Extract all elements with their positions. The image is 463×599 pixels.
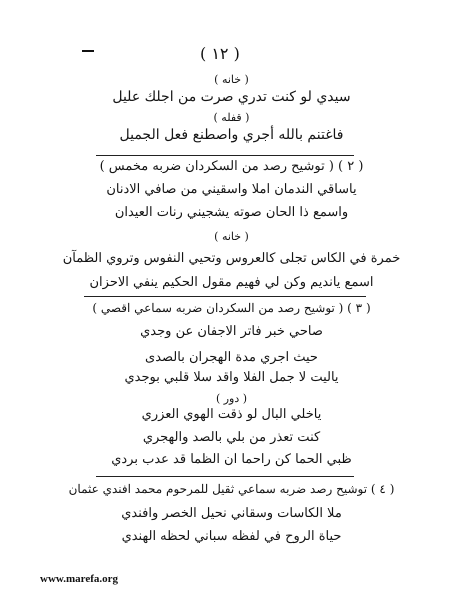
page-number: ( ١٢ ) [200,44,240,63]
section-label-khana: ( خانه ) [214,230,249,243]
verse-line: سيدي لو كنت تدري صرت من اجلك عليل [112,89,351,105]
verse-line: اسمع ياندیم وكن لي فهيم مقول الحكيم ينفي الاحزان [89,275,374,290]
verse-line: كنت تعذر من بلي بالصد والهجري [142,430,321,445]
divider-rule [84,296,366,297]
verse-line: ملا الكاسات وسقاني نحيل الخصر وافندي [121,506,342,521]
verse-line: ياليت لا جمل الفلا واقد سلا قلبي بوجدي [124,370,339,385]
verse-line: خمرة في الكاس تجلى كالعروس وتحيي النفوس وتروي الظمآن [62,251,401,266]
verse-line: صاحي خبر فاتر الاجفان عن وجدي [140,324,323,339]
verse-line: حيث اجري مدة الهجران بالصدى [145,350,318,365]
header-dash [82,50,94,52]
song-heading-2: ( ٢ ) ( توشيح رصد من السكردان ضربه مخمس ) [99,159,364,174]
song-heading-4: ( ٤ ) توشيح رصد ضربه سماعي ثقيل للمرحوم محمد افندي عثمان [68,482,395,496]
divider-rule [96,476,354,477]
verse-line: ظبي الحما كن راحما ان الظما قد عدب بردي [111,452,352,467]
song-heading-3: ( ٣ ) ( توشيح رصد من السكردان ضربه سماعي اقصي ) [92,301,371,315]
verse-line: ياخلي البال لو ذقت الهوي العزري [141,407,322,422]
verse-line: فاغتنم بالله أجري واصطنع فعل الجميل [119,127,344,143]
section-label-dawr: ( دور ) [215,392,248,405]
divider-rule [96,155,354,156]
section-label-khana: ( خانه ) [214,73,249,86]
verse-line: واسمع ذا الحان صوته يشجيني رنات العيدان [114,205,349,220]
section-label-qafla: ( قفله ) [213,111,250,124]
verse-line: ياساقي الندمان املا واسقيني من صافي الادنان [106,182,357,197]
footer-url: www.marefa.org [40,573,118,585]
verse-line: حياة الروح في لفظه سباني لحظه الهندي [121,529,342,544]
